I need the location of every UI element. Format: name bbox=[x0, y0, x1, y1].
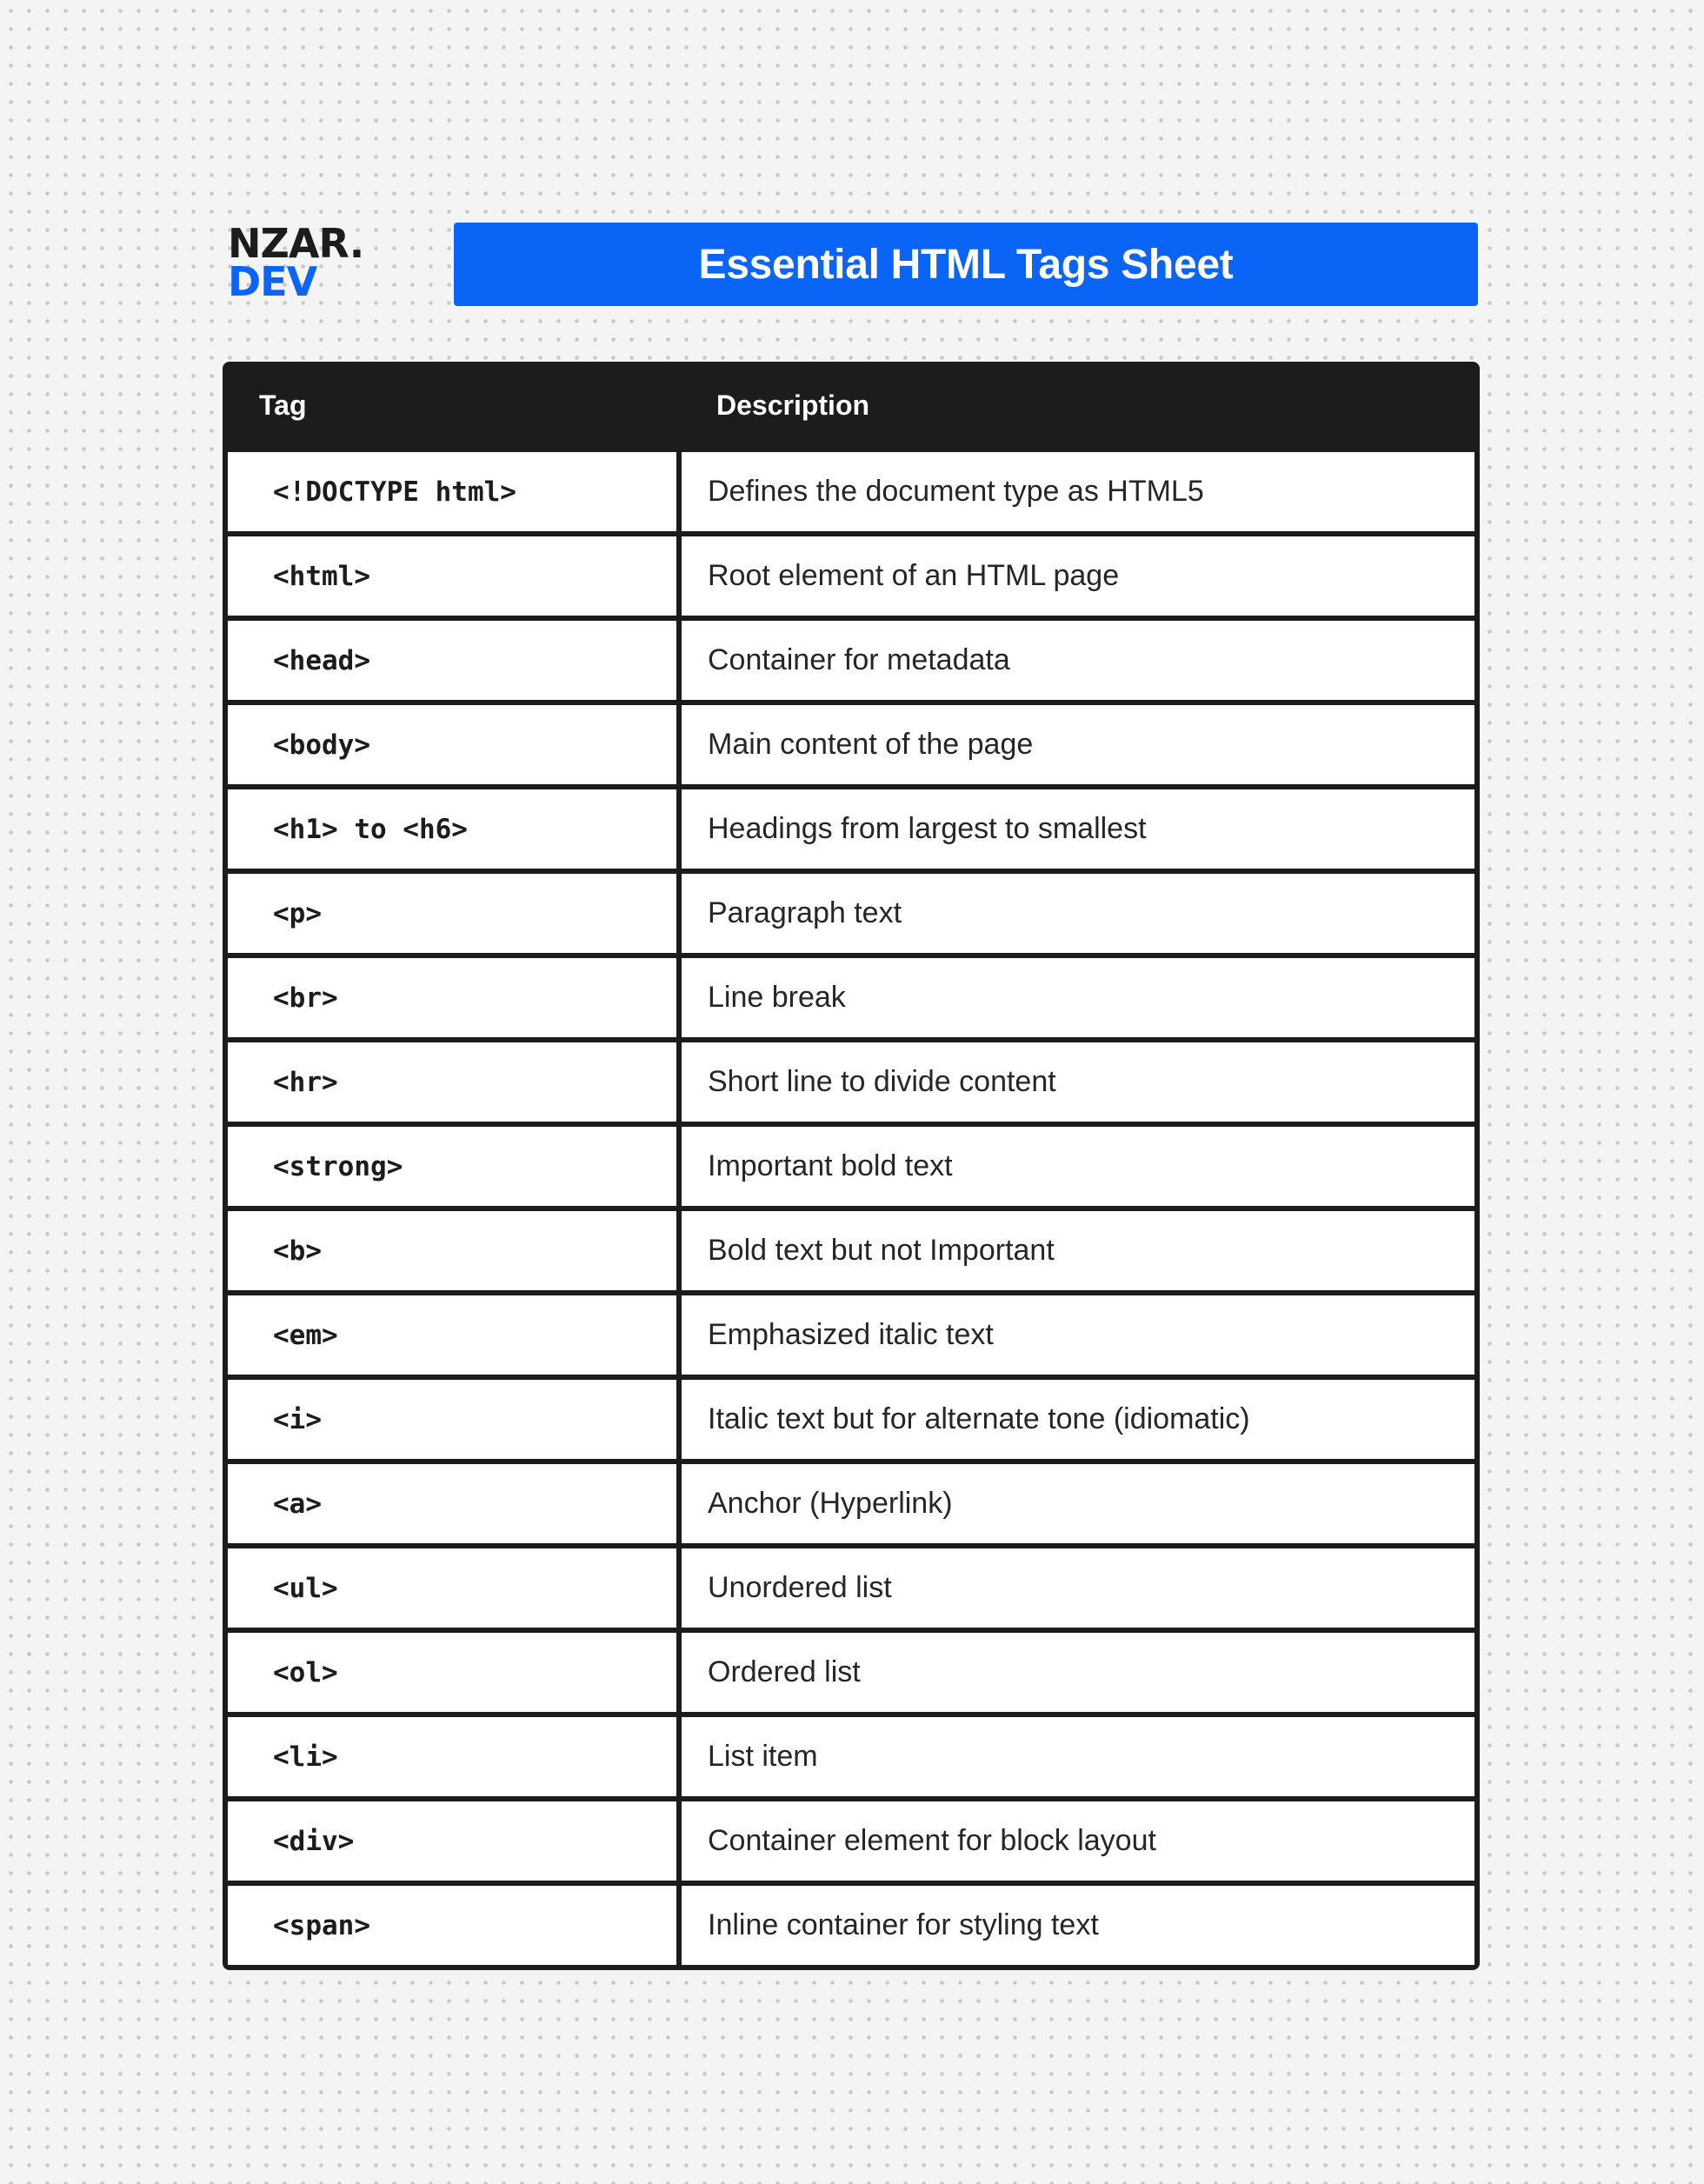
table-row bbox=[228, 874, 1474, 953]
title-banner bbox=[454, 223, 1478, 306]
tag-cell: <br> bbox=[228, 958, 676, 1037]
description-cell: Root element of an HTML page bbox=[682, 536, 1474, 616]
tag-cell: <body> bbox=[228, 705, 676, 784]
column-header-tag: Tag bbox=[259, 389, 307, 421]
tag-cell: <div> bbox=[228, 1801, 676, 1881]
table-row bbox=[228, 1464, 1474, 1543]
description-cell: Line break bbox=[682, 958, 1474, 1037]
logo-line-2: DEV bbox=[228, 258, 317, 305]
description-cell: List item bbox=[682, 1717, 1474, 1796]
tag-cell: <span> bbox=[228, 1886, 676, 1965]
tag-cell: <h1> to <h6> bbox=[228, 789, 676, 869]
table-row bbox=[228, 621, 1474, 700]
tag-cell: <strong> bbox=[228, 1127, 676, 1206]
tag-cell: <ul> bbox=[228, 1548, 676, 1628]
table-row bbox=[228, 449, 1474, 531]
description-cell: Headings from largest to smallest bbox=[682, 789, 1474, 869]
tag-cell: <!DOCTYPE html> bbox=[228, 452, 676, 531]
tag-cell: <p> bbox=[228, 874, 676, 953]
table-row bbox=[228, 1295, 1474, 1375]
description-cell: Important bold text bbox=[682, 1127, 1474, 1206]
brand-logo bbox=[228, 220, 364, 305]
table-row bbox=[228, 1886, 1474, 1965]
description-cell: Unordered list bbox=[682, 1548, 1474, 1628]
description-cell: Italic text but for alternate tone (idiomatic) bbox=[682, 1380, 1474, 1459]
tag-cell: <head> bbox=[228, 621, 676, 700]
description-cell: Container element for block layout bbox=[682, 1801, 1474, 1881]
description-cell: Defines the document type as HTML5 bbox=[682, 452, 1474, 531]
tag-cell: <a> bbox=[228, 1464, 676, 1543]
tag-cell: <em> bbox=[228, 1295, 676, 1375]
table-row bbox=[228, 1717, 1474, 1796]
tag-cell: <b> bbox=[228, 1211, 676, 1290]
column-header-description: Description bbox=[716, 389, 870, 421]
tag-cell: <hr> bbox=[228, 1042, 676, 1122]
tag-cell: <ol> bbox=[228, 1633, 676, 1712]
tag-cell: <html> bbox=[228, 536, 676, 616]
description-cell: Short line to divide content bbox=[682, 1042, 1474, 1122]
description-cell: Paragraph text bbox=[682, 874, 1474, 953]
table-body bbox=[223, 449, 1480, 1970]
tag-cell: <i> bbox=[228, 1380, 676, 1459]
table-row bbox=[228, 1801, 1474, 1881]
description-cell: Anchor (Hyperlink) bbox=[682, 1464, 1474, 1543]
table-row bbox=[228, 1127, 1474, 1206]
description-cell: Emphasized italic text bbox=[682, 1295, 1474, 1375]
table-row bbox=[228, 1633, 1474, 1712]
description-cell: Bold text but not Important bbox=[682, 1211, 1474, 1290]
table-row bbox=[228, 536, 1474, 616]
description-cell: Inline container for styling text bbox=[682, 1886, 1474, 1965]
table-row bbox=[228, 958, 1474, 1037]
table-row bbox=[228, 1548, 1474, 1628]
description-cell: Main content of the page bbox=[682, 705, 1474, 784]
table-header bbox=[223, 362, 1480, 449]
description-cell: Ordered list bbox=[682, 1633, 1474, 1712]
table-row bbox=[228, 1042, 1474, 1122]
description-cell: Container for metadata bbox=[682, 621, 1474, 700]
tag-cell: <li> bbox=[228, 1717, 676, 1796]
table-row bbox=[228, 705, 1474, 784]
table-row bbox=[228, 1380, 1474, 1459]
tags-table bbox=[223, 362, 1480, 1970]
logo-line-1: NZAR. bbox=[228, 220, 364, 267]
table-row bbox=[228, 789, 1474, 869]
page-title: Essential HTML Tags Sheet bbox=[698, 241, 1234, 288]
table-row bbox=[228, 1211, 1474, 1290]
